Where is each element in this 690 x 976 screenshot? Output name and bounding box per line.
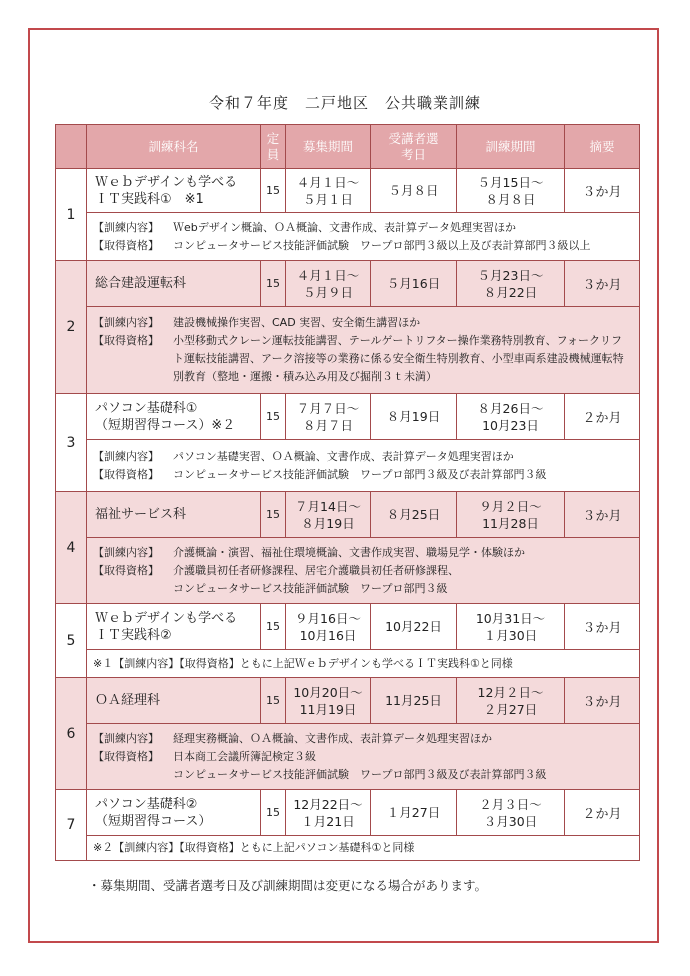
selection-date: ５月16日 bbox=[371, 261, 457, 307]
training-schedule-table bbox=[55, 124, 640, 861]
course-name-line: ＯＡ経理科 bbox=[95, 693, 161, 708]
recruit-line: ８月７日 bbox=[302, 417, 353, 433]
detail-line bbox=[93, 730, 633, 748]
course-detail-row bbox=[56, 836, 640, 861]
course-name bbox=[87, 261, 261, 307]
selection-date: １月27日 bbox=[371, 790, 457, 836]
detail-line bbox=[93, 237, 633, 255]
course-note: ※１【訓練内容】【取得資格】ともに上記Ｗｅｂデザインも学べるＩＴ実践科①と同様 bbox=[93, 656, 513, 670]
detail-line bbox=[93, 562, 633, 580]
course-name-line: Ｗｅｂデザインも学べる bbox=[95, 610, 238, 626]
training-period bbox=[457, 261, 565, 307]
training-line: ８月８日 bbox=[485, 191, 536, 207]
training-line: ２月３日～ bbox=[479, 796, 542, 812]
course-name-line: （短期習得コース） bbox=[95, 813, 212, 829]
recruit-line: １月21日 bbox=[301, 813, 355, 829]
recruit-period bbox=[286, 394, 371, 440]
course-name-line: Ｗｅｂデザインも学べる bbox=[95, 174, 238, 190]
detail-line bbox=[93, 748, 633, 766]
course-summary: ３か月 bbox=[565, 169, 640, 213]
detail-text: 介護概論・演習、福祉住環境概論、文書作成実習、職場見学・体験ほか bbox=[173, 545, 525, 559]
course-note: ※２【訓練内容】【取得資格】ともに上記パソコン基礎科①と同様 bbox=[93, 841, 415, 854]
course-details bbox=[87, 724, 640, 790]
selection-date: 11月25日 bbox=[371, 678, 457, 724]
course-name bbox=[87, 604, 261, 650]
course-detail-row bbox=[56, 307, 640, 394]
course-details bbox=[87, 538, 640, 604]
header-capacity: 定員 bbox=[261, 125, 286, 169]
training-line: ９月２日～ bbox=[479, 498, 542, 514]
course-row bbox=[56, 678, 640, 724]
course-name bbox=[87, 678, 261, 724]
course-number: 1 bbox=[56, 169, 87, 261]
detail-line bbox=[93, 448, 633, 466]
header-summary: 摘要 bbox=[565, 125, 640, 169]
course-detail-row bbox=[56, 440, 640, 492]
training-period bbox=[457, 394, 565, 440]
selection-date: ８月25日 bbox=[371, 492, 457, 538]
recruit-line: ５月９日 bbox=[302, 284, 353, 300]
course-capacity: 15 bbox=[261, 394, 286, 440]
detail-label: 【訓練内容】 bbox=[93, 545, 159, 559]
course-capacity: 15 bbox=[261, 790, 286, 836]
detail-label: 【取得資格】 bbox=[93, 563, 159, 577]
course-details bbox=[87, 213, 640, 261]
course-row bbox=[56, 604, 640, 650]
training-line: ８月22日 bbox=[483, 284, 538, 300]
training-period bbox=[457, 790, 565, 836]
detail-line bbox=[93, 580, 633, 598]
selection-date: ８月19日 bbox=[371, 394, 457, 440]
course-summary: ３か月 bbox=[565, 678, 640, 724]
course-details bbox=[87, 650, 640, 678]
course-name-line: パソコン基礎科① bbox=[95, 400, 198, 416]
course-number: 6 bbox=[56, 678, 87, 790]
course-details bbox=[87, 440, 640, 492]
training-line: 12月２日～ bbox=[477, 684, 544, 700]
course-name bbox=[87, 790, 261, 836]
selection-date: 10月22日 bbox=[371, 604, 457, 650]
course-row bbox=[56, 261, 640, 307]
detail-text: コンピュータサービス技能評価試験 ワープロ部門３級 bbox=[173, 581, 448, 595]
detail-label: 【訓練内容】 bbox=[93, 731, 159, 745]
training-line: ３月30日 bbox=[483, 813, 538, 829]
course-details bbox=[87, 307, 640, 394]
training-period bbox=[457, 169, 565, 213]
course-name bbox=[87, 394, 261, 440]
table-body bbox=[56, 169, 640, 861]
course-summary: ３か月 bbox=[565, 604, 640, 650]
course-row bbox=[56, 394, 640, 440]
training-line: 11月28日 bbox=[482, 515, 539, 531]
course-details bbox=[87, 836, 640, 861]
training-line: ８月26日～ bbox=[477, 400, 544, 416]
detail-text: Ｗebデザイン概論、ＯＡ概論、文書作成、表計算データ処理実習ほか bbox=[173, 220, 516, 234]
detail-text: 小型移動式クレーン運転技能講習、テールゲートリフター操作業務特別教育、フォークリフト運転技能講習、アーク溶接等の業務に係る安全衛生特別教育、小型車両系建設機械運転特別教育（整地・運搬・積み込み用及び掘削３ｔ未満） bbox=[173, 334, 624, 383]
course-summary: ２か月 bbox=[565, 790, 640, 836]
detail-line bbox=[93, 332, 633, 386]
header-training: 訓練期間 bbox=[457, 125, 565, 169]
course-number: 3 bbox=[56, 394, 87, 492]
course-row bbox=[56, 492, 640, 538]
course-capacity: 15 bbox=[261, 604, 286, 650]
course-name-line: ＩＴ実践科② bbox=[95, 627, 172, 643]
training-period bbox=[457, 604, 565, 650]
detail-line bbox=[93, 544, 633, 562]
detail-label: 【取得資格】 bbox=[93, 334, 159, 347]
detail-text: 日本商工会議所簿記検定３級 bbox=[173, 749, 316, 763]
recruit-period bbox=[286, 169, 371, 213]
course-detail-row bbox=[56, 538, 640, 604]
recruit-line: ７月７日～ bbox=[296, 400, 360, 416]
recruit-period bbox=[286, 790, 371, 836]
course-row bbox=[56, 169, 640, 213]
recruit-line: ９月16日～ bbox=[295, 610, 361, 626]
course-name bbox=[87, 492, 261, 538]
detail-label bbox=[93, 766, 173, 784]
course-name-line: 総合建設運転科 bbox=[95, 276, 187, 291]
selection-date: ５月８日 bbox=[371, 169, 457, 213]
training-period bbox=[457, 492, 565, 538]
recruit-period bbox=[286, 492, 371, 538]
detail-text: コンピュータサービス技能評価試験 ワープロ部門３級以上及び表計算部門３級以上 bbox=[173, 238, 591, 252]
course-name-line: 福祉サービス科 bbox=[95, 507, 187, 522]
recruit-period bbox=[286, 678, 371, 724]
header-recruit: 募集期間 bbox=[286, 125, 371, 169]
recruit-line: ８月19日 bbox=[301, 515, 355, 531]
detail-text: 建設機械操作実習、CAD 実習、安全衛生講習ほか bbox=[173, 316, 421, 329]
course-row bbox=[56, 790, 640, 836]
detail-line bbox=[93, 314, 633, 332]
header-selection: 受講者選考日 bbox=[371, 125, 457, 169]
recruit-line: 10月16日 bbox=[299, 627, 357, 643]
detail-text: 経理実務概論、ＯＡ概論、文書作成、表計算データ処理実習ほか bbox=[173, 731, 492, 745]
detail-text: 介護職員初任者研修課程、居宅介護職員初任者研修課程、 bbox=[173, 563, 459, 577]
course-capacity: 15 bbox=[261, 678, 286, 724]
header-course: 訓練科名 bbox=[87, 125, 261, 169]
header-row bbox=[56, 125, 640, 169]
course-name-line: パソコン基礎科② bbox=[95, 796, 198, 812]
recruit-line: ４月１日～ bbox=[296, 174, 360, 190]
detail-label: 【取得資格】 bbox=[93, 467, 159, 481]
recruit-line: 12月22日～ bbox=[293, 796, 363, 812]
detail-text: コンピュータサービス技能評価試験 ワープロ部門３級及び表計算部門３級 bbox=[173, 767, 547, 781]
course-detail-row bbox=[56, 213, 640, 261]
training-line: ５月23日～ bbox=[477, 267, 544, 283]
recruit-line: ４月１日～ bbox=[296, 267, 360, 283]
course-name-line: （短期習得コース）※２ bbox=[95, 417, 236, 433]
course-capacity: 15 bbox=[261, 261, 286, 307]
recruit-line: 10月20日～ bbox=[293, 684, 363, 700]
recruit-line: ７月14日～ bbox=[295, 498, 361, 514]
detail-line bbox=[93, 219, 633, 237]
course-number: 7 bbox=[56, 790, 87, 861]
course-summary: ２か月 bbox=[565, 394, 640, 440]
training-period bbox=[457, 678, 565, 724]
training-line: １月30日 bbox=[483, 627, 538, 643]
training-line: ２月27日 bbox=[483, 701, 538, 717]
page-title: 令和７年度 二戸地区 公共職業訓練 bbox=[208, 94, 481, 112]
detail-label: 【訓練内容】 bbox=[93, 449, 159, 463]
detail-line bbox=[93, 766, 633, 784]
footer-note: ・募集期間、受講者選考日及び訓練期間は変更になる場合があります。 bbox=[88, 878, 488, 893]
course-summary: ３か月 bbox=[565, 261, 640, 307]
detail-label: 【取得資格】 bbox=[93, 238, 159, 252]
course-capacity: 15 bbox=[261, 169, 286, 213]
detail-text: コンピュータサービス技能評価試験 ワープロ部門３級及び表計算部門３級 bbox=[173, 467, 547, 481]
course-capacity: 15 bbox=[261, 492, 286, 538]
training-line: ５月15日～ bbox=[477, 174, 544, 190]
recruit-period bbox=[286, 261, 371, 307]
training-line: 10月31日～ bbox=[475, 610, 546, 626]
course-detail-row bbox=[56, 724, 640, 790]
course-number: 4 bbox=[56, 492, 87, 604]
detail-line bbox=[93, 466, 633, 484]
recruit-line: 11月19日 bbox=[299, 701, 357, 717]
course-number: 2 bbox=[56, 261, 87, 394]
detail-text: パソコン基礎実習、ＯＡ概論、文書作成、表計算データ処理実習ほか bbox=[173, 449, 514, 463]
training-line: 10月23日 bbox=[482, 417, 539, 433]
recruit-period bbox=[286, 604, 371, 650]
course-name-line: ＩＴ実践科① ※1 bbox=[95, 191, 204, 207]
header-blank bbox=[56, 125, 87, 169]
recruit-line: ５月１日 bbox=[302, 191, 353, 207]
course-name bbox=[87, 169, 261, 213]
course-summary: ３か月 bbox=[565, 492, 640, 538]
detail-label: 【訓練内容】 bbox=[93, 316, 159, 329]
course-number: 5 bbox=[56, 604, 87, 678]
course-detail-row bbox=[56, 650, 640, 678]
detail-label: 【取得資格】 bbox=[93, 749, 159, 763]
detail-label bbox=[93, 580, 173, 598]
detail-label: 【訓練内容】 bbox=[93, 220, 159, 234]
